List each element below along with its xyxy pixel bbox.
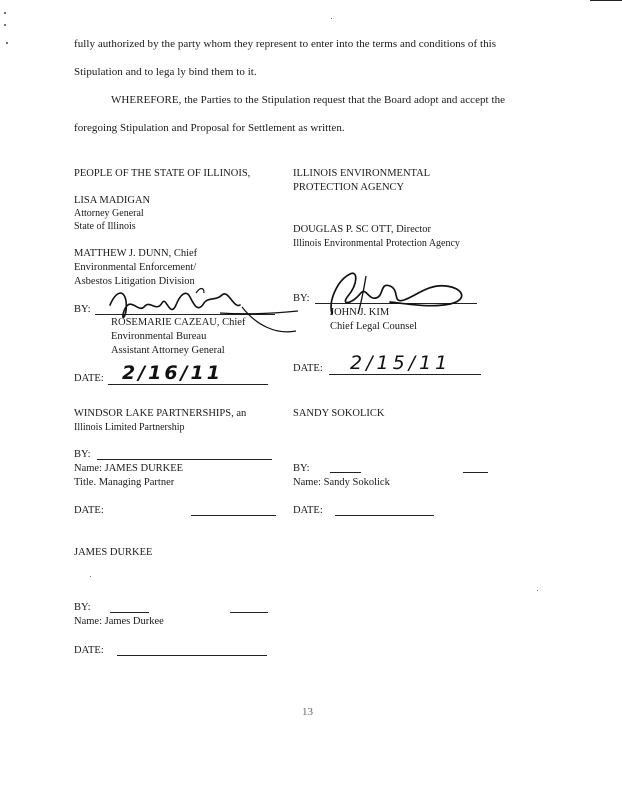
- signer-title-counsel: Chief Legal Counsel: [330, 321, 417, 332]
- signature-line-end: [230, 612, 268, 613]
- signature-kim: [318, 270, 468, 320]
- date-label: DATE:: [74, 505, 104, 516]
- party-name-sokolick: SANDY SOKOLICK: [293, 408, 385, 419]
- paragraph-line: fully authorized by the party whom they represent to enter into the terms and conditions of this: [74, 38, 497, 50]
- signature-line: [330, 472, 361, 473]
- date-label: DATE:: [74, 645, 104, 656]
- director-name: DOUGLAS P. SC OTT, Director: [293, 224, 432, 235]
- date-label: DATE:: [74, 373, 104, 384]
- party-name-windsor-line2: Illinois Limited Partnership: [74, 422, 185, 433]
- scan-speck: [4, 24, 6, 26]
- page-number: 13: [302, 706, 313, 718]
- signature-line: [110, 612, 149, 613]
- by-label: BY:: [293, 463, 310, 474]
- paragraph-line: WHEREFORE, the Parties to the Stipulation request that the Board adopt and accept the: [111, 94, 506, 106]
- date-line: [117, 655, 267, 656]
- date-line: [191, 515, 276, 516]
- date-line: [335, 515, 434, 516]
- scan-speck: [4, 12, 6, 14]
- signature-line-end: [463, 472, 488, 473]
- party-name-windsor-line1: WINDSOR LAKE PARTNERSHIPS, an: [74, 408, 247, 419]
- signature-line: [97, 459, 272, 460]
- attorney-general-name: LISA MADIGAN: [74, 195, 151, 206]
- party-name-james-durkee: JAMES DURKEE: [74, 547, 153, 558]
- by-label: BY:: [74, 449, 91, 460]
- signature-cazeau: [100, 283, 300, 343]
- dunn-division: Asbestos Litigation Division: [74, 276, 195, 287]
- paragraph-line: Stipulation and to lega ly bind them to it.: [74, 66, 257, 78]
- date-line: [329, 374, 481, 375]
- signer-title-managing-partner: Title. Managing Partner: [74, 477, 175, 488]
- scan-speck: [90, 576, 91, 577]
- signer-name-james-durkee: Name: James Durkee: [74, 616, 164, 627]
- signer-name-sokolick: Name: Sandy Sokolick: [293, 477, 390, 488]
- dunn-name: MATTHEW J. DUNN, Chief: [74, 248, 198, 259]
- signer-title-bureau: Environmental Bureau: [111, 331, 207, 342]
- signer-name-kim: JOHN J. KIM: [330, 307, 390, 318]
- scan-speck: [6, 42, 8, 44]
- handwritten-date-left: 2/16/11: [122, 362, 223, 384]
- director-title: Illinois Environmental Protection Agency: [293, 238, 460, 249]
- date-label: DATE:: [293, 505, 323, 516]
- paragraph-line: foregoing Stipulation and Proposal for Settlement as written.: [74, 122, 345, 134]
- handwritten-date-right: 2/15/11: [350, 352, 452, 374]
- attorney-general-title: Attorney General: [74, 208, 144, 219]
- signer-name-durkee: Name: JAMES DURKEE: [74, 463, 184, 474]
- party-name-iepa-line1: ILLINOIS ENVIRONMENTAL: [293, 168, 431, 179]
- party-name-people: PEOPLE OF THE STATE OF ILLINOIS,: [74, 168, 251, 179]
- by-label: BY:: [74, 304, 91, 315]
- scan-edge-mark: [590, 0, 622, 1]
- scan-speck: [537, 590, 538, 591]
- signer-name-cazeau: ROSEMARIE CAZEAU, Chief: [111, 317, 246, 328]
- scan-speck: [331, 18, 332, 19]
- date-line: [108, 384, 268, 385]
- signer-title-aag: Assistant Attorney General: [111, 345, 225, 356]
- attorney-general-state: State of Illinois: [74, 221, 136, 232]
- party-name-iepa-line2: PROTECTION AGENCY: [293, 182, 405, 193]
- date-label: DATE:: [293, 363, 323, 374]
- by-label: BY:: [74, 602, 91, 613]
- by-label: BY:: [293, 293, 310, 304]
- dunn-title: Environmental Enforcement/: [74, 262, 197, 273]
